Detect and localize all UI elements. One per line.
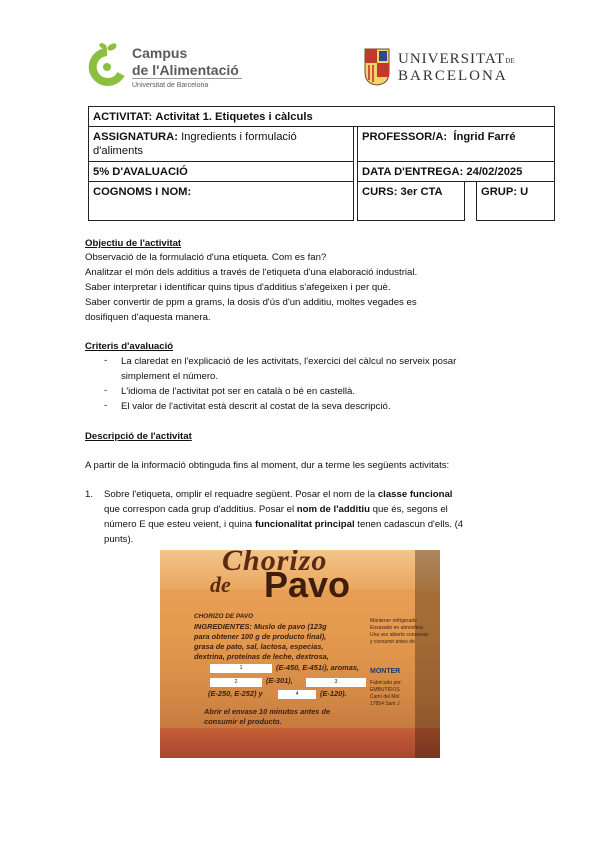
label-ingredient-line: (E-120). [320,689,347,698]
criteri-item: L'idioma de l'activitat pot ser en català o bé en castellà. [121,386,356,397]
descripcio-heading: Descripció de l'activitat [85,431,192,442]
photo-sausage-area [160,728,440,758]
label-title-chorizo: Chorizo [222,550,328,577]
task-line-4: punts). [104,534,134,545]
task-line-2: que correspon cada grup d'additius. Posar el nom de l'additiu que és, segons el [104,504,448,515]
label-ingredient-line: grasa de pato, sal, lactosa, especias, [194,642,324,651]
chorizo-label-photo [160,550,440,758]
activitat-cell: ACTIVITAT: Activitat 1. Etiquetes i càlculs [88,106,555,127]
curs-cell: CURS: 3er CTA [357,181,465,221]
task-number: 1. [85,489,94,500]
logo-divider [132,78,242,79]
criteri-item: El valor de l'activitat està descrit al costat de la seva descripció. [121,401,391,412]
avaluacio-cell: 5% D'AVALUACIÓ [88,161,354,182]
label-side-text: Camí del Mol [370,694,400,700]
universitat-barcelona-logo [364,48,564,92]
label-ingredient-line: dextrina, proteínas de leche, dextrosa, [194,652,329,661]
grup-cell: GRUP: U [476,181,555,221]
objectiu-line: Analitzar el món dels additius a través de l'etiqueta d'una elaboració industrial. [85,267,418,278]
descripcio-intro: A partir de la informació obtinguda fins al moment, dur a terme les següents activitats: [85,460,450,471]
logo-campus-text: Campus [132,45,188,61]
label-ingredient-line: Abrir el envase 10 minutos antes de [204,707,331,716]
data-entrega-cell: DATA D'ENTREGA: 24/02/2025 [357,161,555,182]
cognoms-cell[interactable]: COGNOMS I NOM: [88,181,354,221]
label-ingredient-line: (E-250, E-252) y [208,689,263,698]
objectiu-line: dosifiquen d'aquesta manera. [85,312,211,323]
label-side-text: Una vez abierto conservar [370,632,429,638]
label-ingredient-line: (E-450, E-451i), aromas, [276,663,359,672]
objectiu-line: Observació de la formulació d'una etiqueta. Com es fan? [85,252,327,263]
task-line-1: Sobre l'etiqueta, omplir el requadre següent. Posar el nom de la classe funcional [104,489,453,500]
logo-ub-subtitle: Universitat de Barcelona [132,82,209,89]
criteri-item: simplement el número. [121,371,219,382]
campus-leaf-logo-icon [88,40,126,90]
answer-box-3[interactable]: 3 [306,678,366,687]
label-brand: MONTER [370,668,401,675]
label-side-text: Fabricado por: [370,680,403,686]
bullet-dash: - [104,400,108,411]
objectiu-line: Saber interpretar i identificar quins tipus d'additius s'afegeixen i per què. [85,282,391,293]
ub-logo-line1: UNIVERSITATDE [398,51,515,67]
bullet-dash: - [104,355,108,366]
ub-logo-line2: BARCELONA [398,68,508,84]
label-side-text: Mantener refrigerado [370,618,417,624]
label-side-text: EMBUTIDOS [370,687,400,693]
objectiu-heading: Objectiu de l'activitat [85,238,182,249]
label-side-text: Envasado en atmósfera [370,625,423,631]
label-side-text: 17854 Sant J [370,701,400,707]
label-side-text: y consumir antes de [370,639,415,645]
label-ingredient-line: para obtener 100 g de producto final), [194,632,327,641]
task-line-3: número E que esteu veient, i quina funcionalitat principal tenen cadascun d'ells. (4 [104,519,464,530]
label-product-name: CHORIZO DE PAVO [194,613,254,620]
answer-box-1[interactable]: 1 [210,664,272,673]
logo-alimentacio-text: de l'Alimentació [132,62,239,78]
criteri-item: La claredat en l'explicació de les activitats, l'exercici del càlcul no serveix posar [121,356,457,367]
photo-shadow [415,550,440,758]
professor-cell: PROFESSOR/A: Íngrid Farré [357,126,555,162]
campus-alimentacio-logo [88,38,248,92]
ub-shield-icon [364,48,390,86]
label-title-pavo: Pavo [264,564,351,605]
label-title-de: de [210,572,231,597]
label-ingredient-line: INGREDIENTES: Muslo de pavo (123g [194,622,327,631]
criteris-heading: Criteris d'avaluació [85,341,174,352]
answer-box-4[interactable]: 4 [278,690,316,699]
answer-box-2[interactable]: 2 [210,678,262,687]
label-ingredient-line: (E-301), [266,676,293,685]
objectiu-line: Saber convertir de ppm a grams, la dosis d'ús d'un additiu, moltes vegades es [85,297,417,308]
bullet-dash: - [104,385,108,396]
assignatura-cell: ASSIGNATURA: Ingredients i formulació d'aliments [88,126,354,162]
label-ingredient-line: consumir el producto. [204,717,282,726]
